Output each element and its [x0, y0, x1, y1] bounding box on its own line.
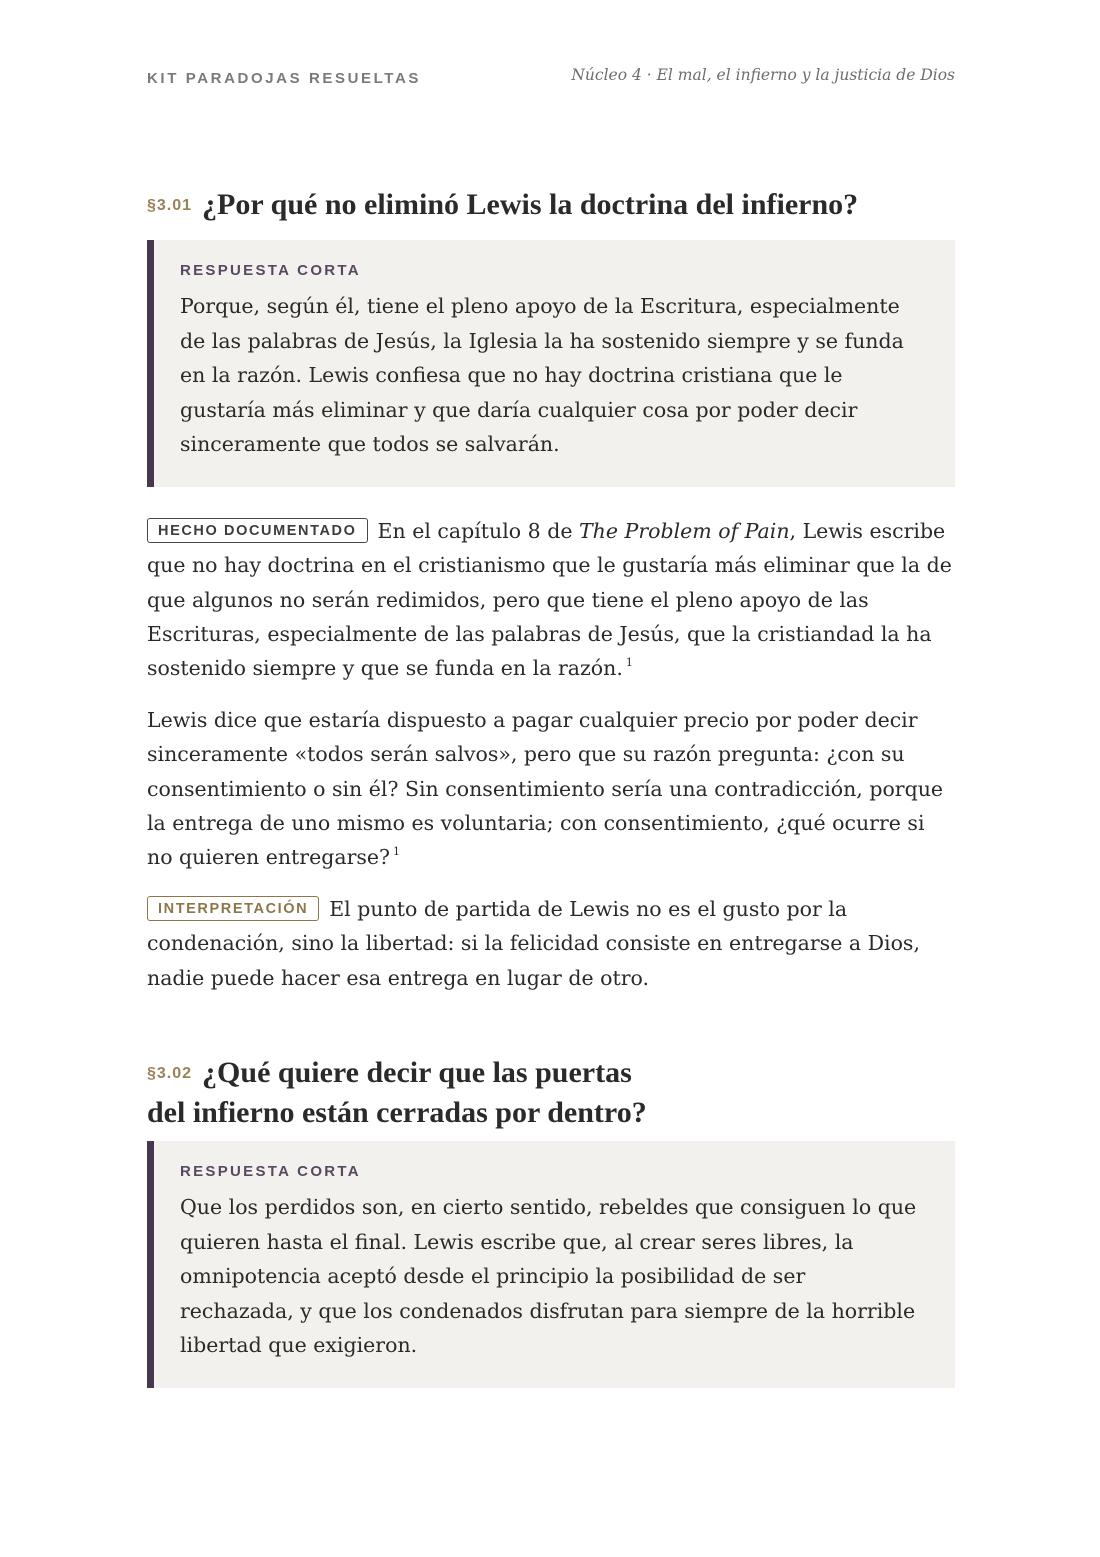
- chapter-emphasis: infierno: [735, 66, 797, 84]
- book-title: The Problem of Pain: [579, 519, 790, 543]
- section-number: §3.02: [147, 1065, 193, 1082]
- short-answer-box: [147, 1141, 955, 1388]
- kit-title: KIT PARADOJAS RESUELTAS: [147, 70, 421, 87]
- short-answer-text: Porque, según él, tiene el pleno apoyo de la Escritura, especialmente de las palabras de Jesús, la Iglesia la ha sostenido siempre y se funda en la razón. Lewis confiesa que no hay doctrina cristiana que le gustaría más eliminar y que daría cualquier cosa por poder decir sinceramente que todos se salvarán.: [180, 294, 904, 456]
- footnote-ref[interactable]: 1: [625, 656, 633, 670]
- question-title: §3.01 ¿Por qué no eliminó Lewis la doctrina del infierno?: [147, 188, 859, 221]
- short-answer-box: [147, 240, 955, 487]
- short-answer-label: RESPUESTA CORTA: [180, 262, 361, 279]
- documented-fact-tag: HECHO DOCUMENTADO: [147, 518, 368, 543]
- question-title: §3.02 ¿Qué quiere decir que las puertas del infierno están cerradas por dentro?: [147, 1056, 647, 1129]
- running-header: [147, 66, 955, 90]
- footnote-ref[interactable]: 1: [393, 845, 401, 859]
- section-3-02-heading: [147, 1055, 955, 1130]
- interpretation-tag: INTERPRETACIÓN: [147, 896, 319, 921]
- section-3-01-heading: [147, 187, 955, 227]
- section-number: §3.01: [147, 197, 193, 214]
- interpretation-paragraph: INTERPRETACIÓN El punto de partida de Lewis no es el gusto por la condenación, sino la libertad: si la felicidad consiste en entregarse a Dios, nadie puede hacer esa entrega en lugar de otro.: [147, 897, 920, 990]
- documented-fact-paragraph: HECHO DOCUMENTADO En el capítulo 8 de The Problem of Pain, Lewis escribe que no hay doctrina en el cristianismo que le gustaría más eliminar que la de que algunos no serán redimidos, pero que tiene el pleno apoyo de las Escrituras, especialmente de las palabras de Jesús, que la cristiandad la ha sostenido siempre y que se funda en la razón. $^1$: [147, 519, 952, 681]
- chapter-title: Núcleo 4 · El mal, el infierno y la justicia de Dios: [571, 66, 955, 84]
- body-paragraph: Lewis dice que estaría dispuesto a pagar cualquier precio por poder decir sinceramente «todos serán salvos», pero que su razón pregunta: ¿con su consentimiento o sin él? Sin consentimiento sería una contradicción, porque la entrega de uno mismo es voluntaria; con consentimiento, ¿qué ocurre si no quieren entregarse? $^1$: [147, 708, 944, 870]
- short-answer-label: RESPUESTA CORTA: [180, 1163, 361, 1180]
- short-answer-text: Que los perdidos son, en cierto sentido, rebeldes que consiguen lo que quieren hasta el final. Lewis escribe que, al crear seres libres, la omnipotencia aceptó desde el principio la posibilidad de ser rechazada, y que los condenados disfrutan para siempre de la horrible libertad que exigieron.: [180, 1195, 917, 1357]
